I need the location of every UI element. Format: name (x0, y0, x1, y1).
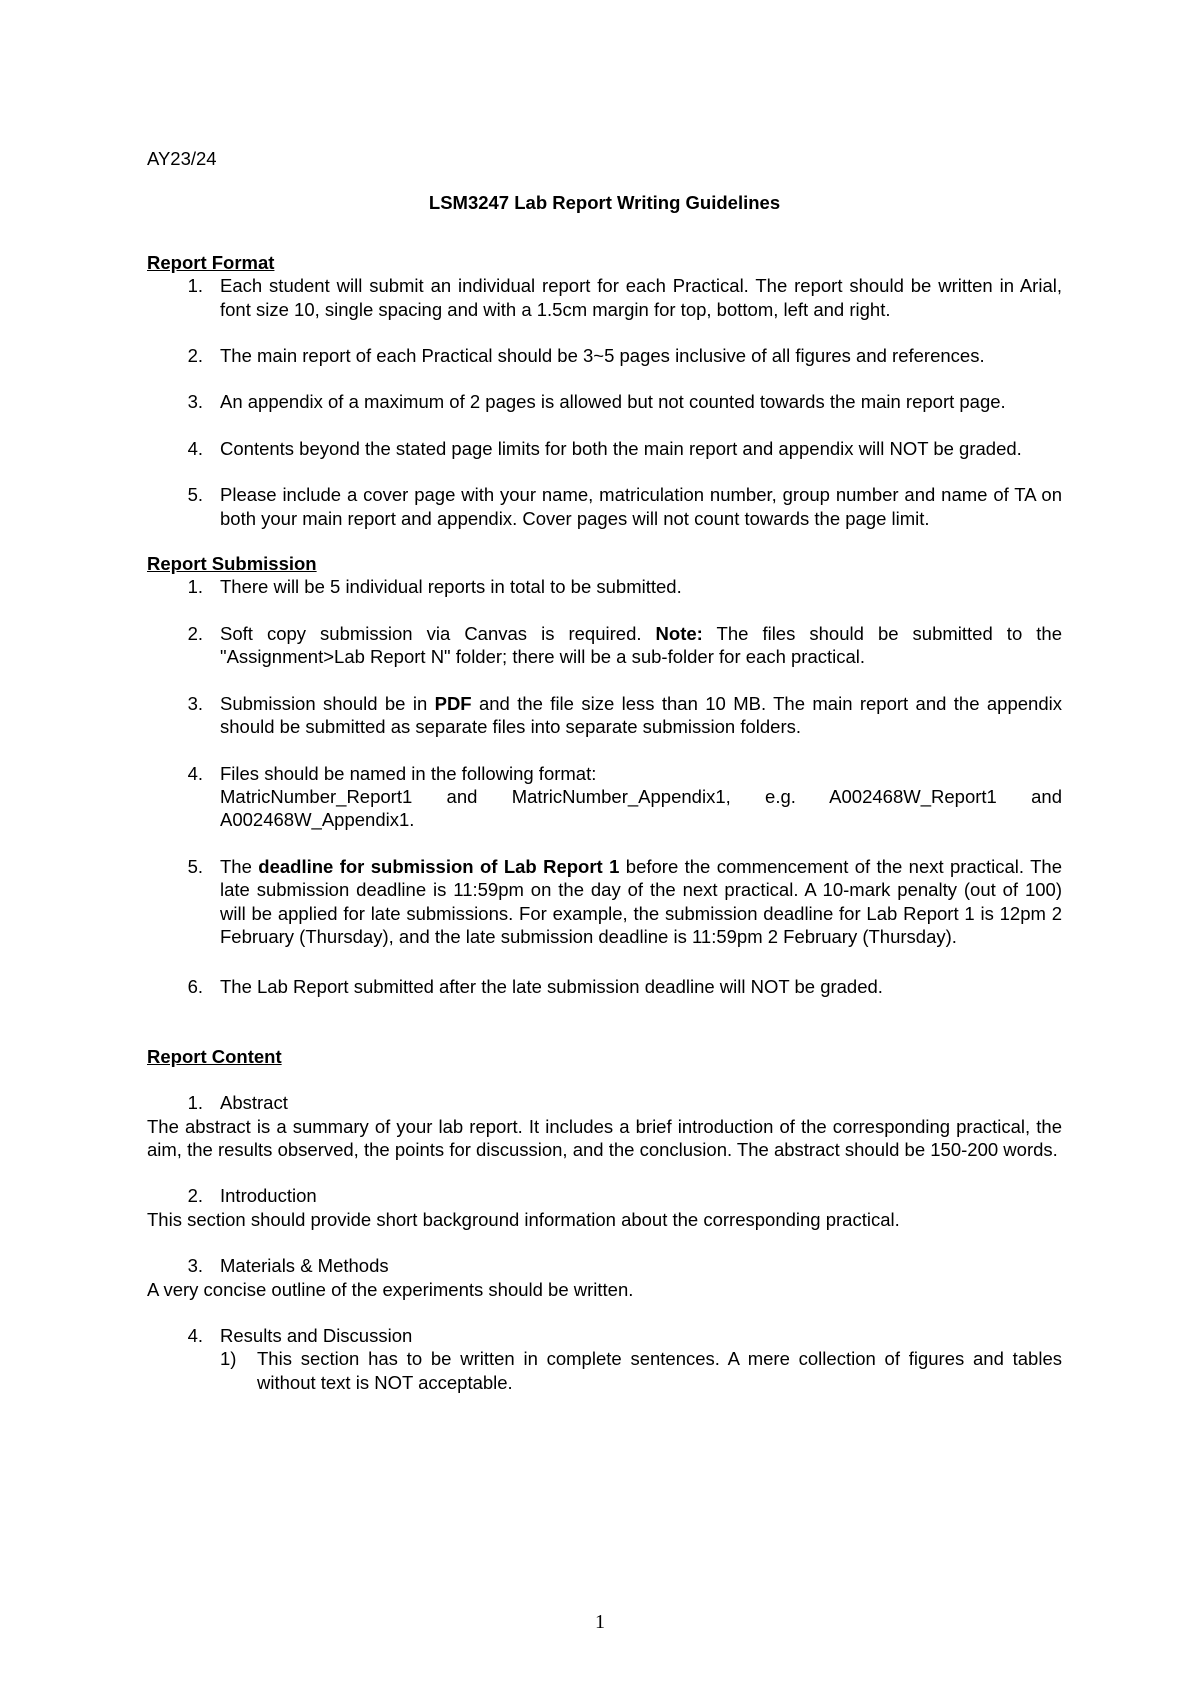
list-item (147, 622, 1062, 669)
item-title: Introduction (220, 1185, 317, 1207)
text-run: Submission should be in (220, 692, 435, 714)
item-text: There will be 5 individual reports in total to be submitted. (220, 576, 682, 598)
list-item (147, 855, 1062, 949)
list-item (147, 344, 1062, 367)
item-number: 2. (187, 622, 203, 644)
item-number: 2. (187, 345, 203, 367)
item-number: 3. (187, 1255, 203, 1277)
report-submission-section (147, 552, 1062, 999)
item-text: Please include a cover page with your name, matriculation number, group number and name of TA on both your main report and appendix. Cover pages will not count towards the page limit. (220, 484, 1062, 529)
list-item (147, 1254, 1062, 1301)
text-line: Files should be named in the following format: (220, 762, 597, 784)
section-heading-content: Report Content (147, 1045, 282, 1067)
item-number: 4. (187, 437, 203, 459)
list-item (147, 1324, 1062, 1394)
report-content-section (147, 1045, 1062, 1394)
item-number: 5. (187, 484, 203, 506)
list-item (147, 575, 1062, 598)
document-page (147, 147, 1062, 1394)
text-run: before the commencement of the next practical. The late submission deadline is 11:59pm on the day of the next practical. A 10-mark penalty (out of 100) will be applied for late submissions. For example, the submission deadline for Lab Report 1 is 12pm 2 February (Thursday), and the late submission deadline is 11:59pm 2 February (Thursday). (220, 855, 1062, 947)
item-title: Materials & Methods (220, 1255, 389, 1277)
item-number: 2. (187, 1185, 203, 1207)
format-list (147, 274, 1062, 530)
text-run: Soft copy submission via Canvas is required. (220, 622, 656, 644)
sub-item-text: This section has to be written in complete sentences. A mere collection of figures and tables without text is NOT acceptable. (257, 1348, 1062, 1393)
item-title: Abstract (220, 1092, 288, 1114)
item-description: This section should provide short background information about the corresponding practical. (147, 1208, 900, 1230)
list-item (147, 483, 1062, 530)
item-number: 5. (187, 855, 203, 877)
list-item (147, 975, 1062, 998)
item-number: 3. (187, 692, 203, 714)
list-item (147, 1184, 1062, 1231)
item-text: The main report of each Practical should be 3~5 pages inclusive of all figures and references. (220, 345, 985, 367)
item-number: 1. (187, 275, 203, 297)
text-run: The (220, 855, 259, 877)
item-number: 4. (187, 1325, 203, 1346)
item-text: Each student will submit an individual report for each Practical. The report should be written in Arial, font size 10, single spacing and with a 1.5cm margin for top, bottom, left and right. (220, 275, 1062, 320)
bold-deadline: deadline for submission of Lab Report 1 (258, 855, 620, 877)
item-number: 1. (187, 576, 203, 598)
list-item (147, 762, 1062, 832)
item-number: 1. (187, 1092, 203, 1114)
item-text: An appendix of a maximum of 2 pages is allowed but not counted towards the main report page. (220, 391, 1006, 413)
item-title: Results and Discussion (220, 1325, 413, 1346)
section-heading-format: Report Format (147, 251, 275, 273)
list-item (147, 692, 1062, 739)
report-format-section (147, 251, 1062, 530)
bold-pdf: PDF (434, 692, 472, 714)
list-item (147, 1091, 1062, 1161)
item-number: 6. (187, 976, 203, 998)
content-item-head (147, 1091, 1062, 1114)
list-item (147, 437, 1062, 460)
document-title: LSM3247 Lab Report Writing Guidelines (428, 192, 781, 214)
list-item (147, 390, 1062, 413)
item-text (220, 762, 1062, 832)
page-number: 1 (595, 1611, 605, 1633)
submission-list (147, 575, 1062, 998)
item-text (220, 692, 1062, 739)
academic-year: AY23/24 (147, 148, 217, 169)
text-line: MatricNumber_Report1 and MatricNumber_Appendix1, e.g. A002468W_Report1 and A002468W_Appendix1. (220, 785, 1062, 831)
text-run: The files should be submitted to the "Assignment>Lab Report N" folder; there will be a sub-folder for each practical. (220, 622, 1062, 668)
list-item (147, 274, 1062, 321)
item-description: A very concise outline of the experiments should be written. (147, 1278, 634, 1300)
bold-note: Note: (655, 622, 703, 644)
content-item-head (147, 1324, 1062, 1347)
item-text: Contents beyond the stated page limits for both the main report and appendix will NOT be graded. (220, 437, 1022, 459)
content-item-head (147, 1254, 1062, 1277)
item-description: The abstract is a summary of your lab report. It includes a brief introduction of the corresponding practical, the aim, the results observed, the points for discussion, and the conclusion. The abstract should be 150-200 words. (147, 1115, 1062, 1160)
item-text: The Lab Report submitted after the late submission deadline will NOT be graded. (220, 976, 883, 998)
section-heading-submission: Report Submission (147, 553, 317, 575)
item-number: 4. (187, 762, 203, 784)
sub-item-number: 1) (220, 1348, 237, 1370)
text-run: and the file size less than 10 MB. The main report and the appendix should be submitted as separate files into separate submission folders. (220, 692, 1062, 738)
sub-item (147, 1347, 1062, 1394)
content-list (147, 1091, 1062, 1394)
item-text (220, 622, 1062, 669)
content-item-head (147, 1184, 1062, 1207)
item-text (220, 855, 1062, 949)
item-number: 3. (187, 391, 203, 413)
